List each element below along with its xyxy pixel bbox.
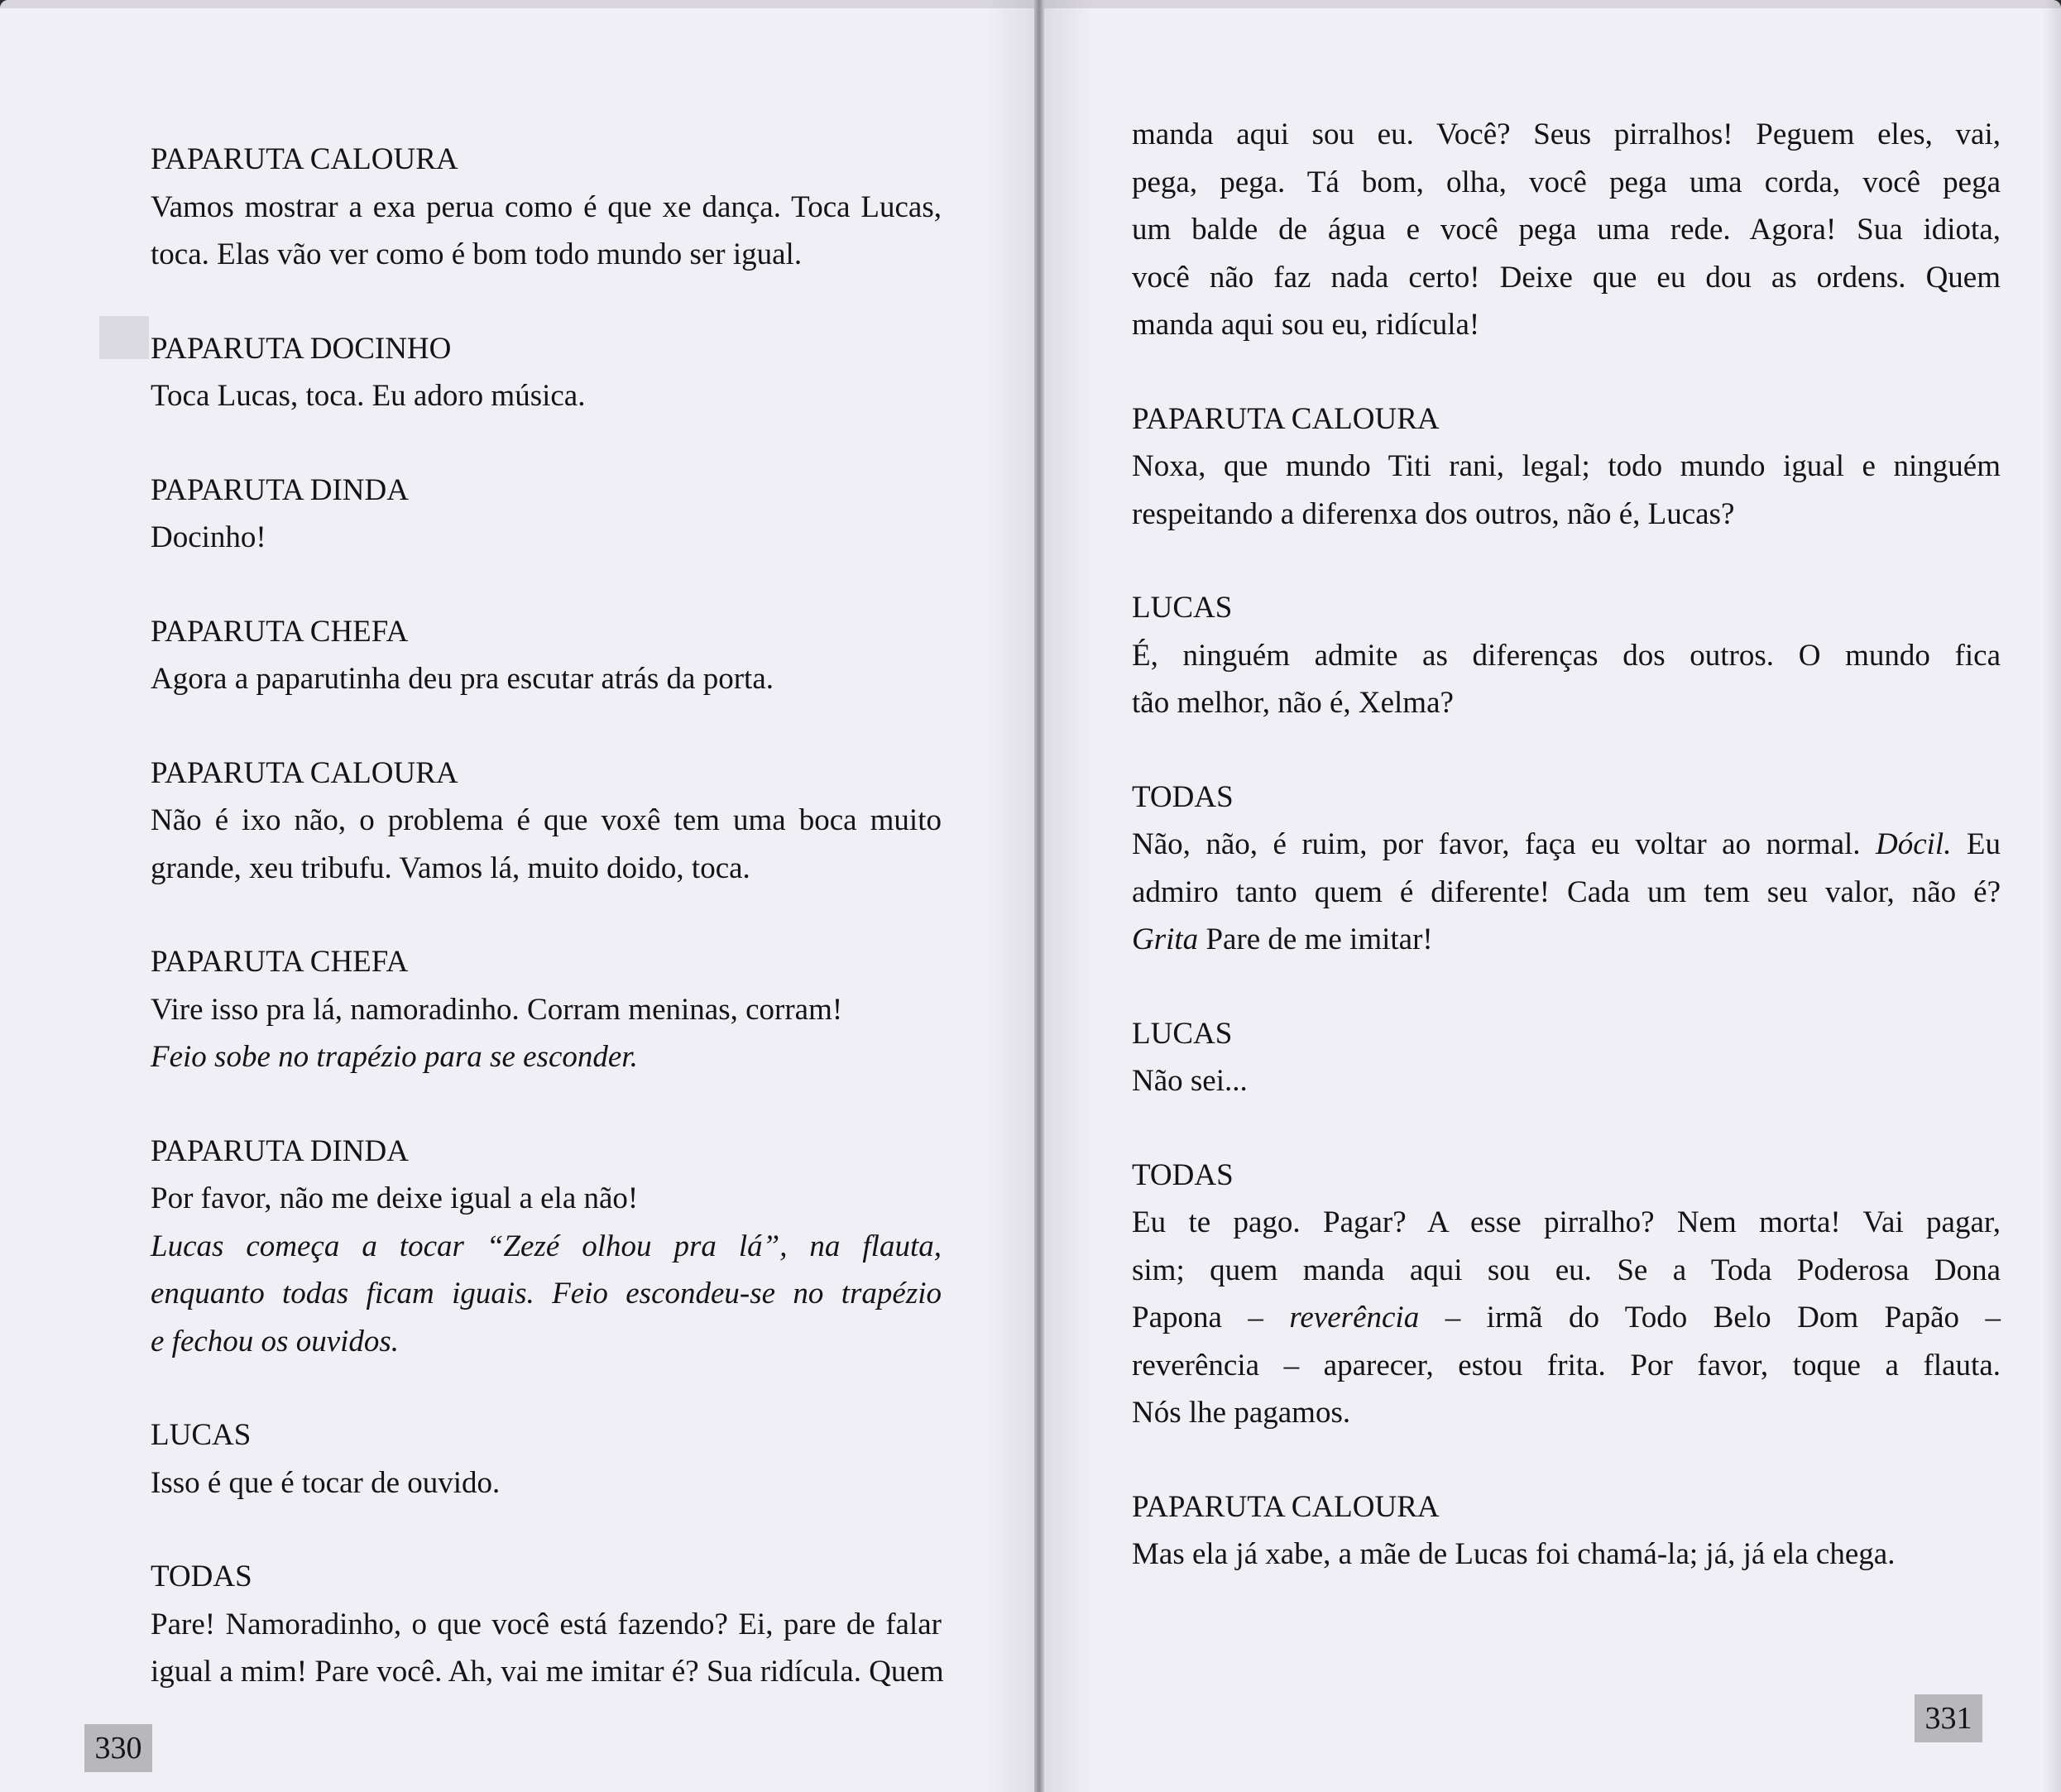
text-line: reverência – aparecer, estou frita. Por favor, toque a flauta.	[1132, 1348, 2001, 1382]
speaker-name: PAPARUTA DINDA	[151, 472, 409, 507]
text-line: Noxa, que mundo Titi rani, legal; todo mundo igual e ninguém	[1132, 449, 2001, 483]
stage-direction: Dócil.	[1876, 827, 1952, 861]
text-line: Pare! Namoradinho, o que você está fazendo? Ei, pare de falar	[151, 1607, 942, 1641]
text-line: manda aqui sou eu. Você? Seus pirralhos! Peguem eles, vai,	[1132, 117, 2001, 151]
page-number: 331	[1915, 1694, 1982, 1742]
top-edge	[1044, 0, 2061, 8]
dialogue-block	[151, 608, 942, 703]
dialogue-block	[151, 1411, 942, 1507]
text-line: manda aqui sou eu, ridícula!	[1132, 308, 1480, 342]
text-line: sim; quem manda aqui sou eu. Se a Toda Poderosa Dona	[1132, 1253, 2001, 1287]
stage-direction: reverência	[1289, 1301, 1420, 1334]
text-line: admiro tanto quem é diferente! Cada um tem seu valor, não é?	[1132, 874, 2001, 909]
page-edge	[2043, 0, 2061, 1792]
stage-direction: Feio sobe no trapézio para se esconder.	[151, 1040, 638, 1074]
text-line: É, ninguém admite as diferenças dos outros. O mundo fica	[1132, 638, 2001, 673]
speaker-name: LUCAS	[151, 1418, 252, 1452]
text-line: igual a mim! Pare você. Ah, vai me imitar é? Sua ridícula. Quem	[151, 1655, 944, 1689]
text-line: Não é ixo não, o problema é que voxê tem uma boca muito	[151, 803, 942, 837]
top-edge	[0, 0, 1034, 8]
dialogue-block	[1132, 111, 2001, 349]
text-line: Por favor, não me deixe igual a ela não!	[151, 1181, 639, 1215]
stage-direction: Lucas começa a tocar “Zezé olhou pra lá”, na flauta,	[151, 1229, 942, 1263]
speaker-name: PAPARUTA CHEFA	[151, 945, 409, 979]
text-span: – irmã do Todo Belo Dom Papão –	[1419, 1301, 2001, 1334]
text-line: Vire isso pra lá, namoradinho. Corram meninas, corram!	[151, 992, 843, 1027]
text-line: Isso é que é tocar de ouvido.	[151, 1465, 501, 1500]
right-page-text	[1132, 111, 2001, 1625]
dialogue-block	[1132, 774, 2001, 964]
speaker-name: PAPARUTA CALOURA	[1132, 1489, 1440, 1524]
page-shadow	[985, 0, 1034, 1792]
text-line: Não sei...	[1132, 1064, 1248, 1098]
stage-direction: enquanto todas ficam iguais. Feio escondeu-se no trapézio	[151, 1277, 942, 1310]
speaker-name: PAPARUTA CALOURA	[151, 142, 458, 176]
text-line	[1132, 1294, 2001, 1342]
text-line: Eu te pago. Pagar? A esse pirralho? Nem morta! Vai pagar,	[1132, 1205, 2001, 1239]
text-line: tão melhor, não é, Xelma?	[1132, 686, 1454, 720]
speaker-name: PAPARUTA DINDA	[151, 1133, 409, 1168]
text-line: você não faz nada certo! Deixe que eu dou as ordens. Quem	[1132, 260, 2001, 295]
dialogue-block	[151, 1553, 942, 1696]
text-span: Eu	[1951, 827, 2001, 861]
stage-direction: Grita	[1132, 922, 1199, 956]
speaker-name: TODAS	[1132, 1157, 1234, 1192]
text-line: toca. Elas vão ver como é bom todo mundo ser igual.	[151, 237, 803, 271]
speaker-name: PAPARUTA CALOURA	[151, 755, 458, 790]
book-gutter	[1034, 0, 1044, 1792]
text-span: Não, não, é ruim, por favor, faça eu voltar ao normal.	[1132, 827, 1876, 861]
text-line: um balde de água e você pega uma rede. Agora! Sua idiota,	[1132, 213, 2001, 247]
dialogue-block	[151, 136, 942, 279]
print-smudge	[99, 316, 149, 359]
dialogue-block	[151, 938, 942, 1081]
speaker-name: LUCAS	[1132, 1016, 1233, 1051]
text-span: Papona –	[1132, 1301, 1290, 1334]
speaker-name: TODAS	[151, 1560, 252, 1593]
text-line: pega, pega. Tá bom, olha, você pega uma corda, você pega	[1132, 165, 2001, 199]
dialogue-block	[1132, 395, 2001, 539]
text-span: Pare de me imitar!	[1198, 922, 1433, 956]
dialogue-block	[151, 750, 942, 893]
dialogue-block	[151, 325, 942, 420]
text-line: respeitando a diferenxa dos outros, não é, Lucas?	[1132, 496, 1735, 531]
text-line	[1132, 916, 2001, 964]
text-line: Vamos mostrar a exa perua como é que xe dança. Toca Lucas,	[151, 189, 942, 224]
text-line	[1132, 821, 2001, 869]
text-line: Mas ela já xabe, a mãe de Lucas foi chamá-la; já, já ela chega.	[1132, 1537, 1896, 1571]
text-line: grande, xeu tribufu. Vamos lá, muito doido, toca.	[151, 850, 750, 885]
stage-direction: e fechou os ouvidos.	[151, 1324, 400, 1358]
speaker-name: PAPARUTA CALOURA	[1132, 401, 1440, 436]
speaker-name: LUCAS	[1132, 591, 1233, 625]
speaker-name: PAPARUTA CHEFA	[151, 614, 409, 649]
right-page	[1044, 0, 2061, 1792]
dialogue-block	[1132, 1010, 2001, 1105]
dialogue-block	[1132, 584, 2001, 727]
speaker-name: TODAS	[1132, 779, 1234, 814]
left-page-text	[151, 136, 942, 1742]
dialogue-block	[1132, 1152, 2001, 1437]
page-shadow	[1044, 0, 1094, 1792]
text-line: Docinho!	[151, 520, 266, 554]
text-line: Agora a paparutinha deu pra escutar atrás da porta.	[151, 662, 774, 696]
text-line: Nós lhe pagamos.	[1132, 1396, 1351, 1430]
speaker-name: PAPARUTA DOCINHO	[151, 331, 452, 366]
dialogue-block	[1132, 1483, 2001, 1579]
text-line: Toca Lucas, toca. Eu adoro música.	[151, 379, 586, 413]
dialogue-block	[151, 467, 942, 562]
dialogue-block	[151, 1128, 942, 1366]
page-number: 330	[84, 1724, 152, 1772]
